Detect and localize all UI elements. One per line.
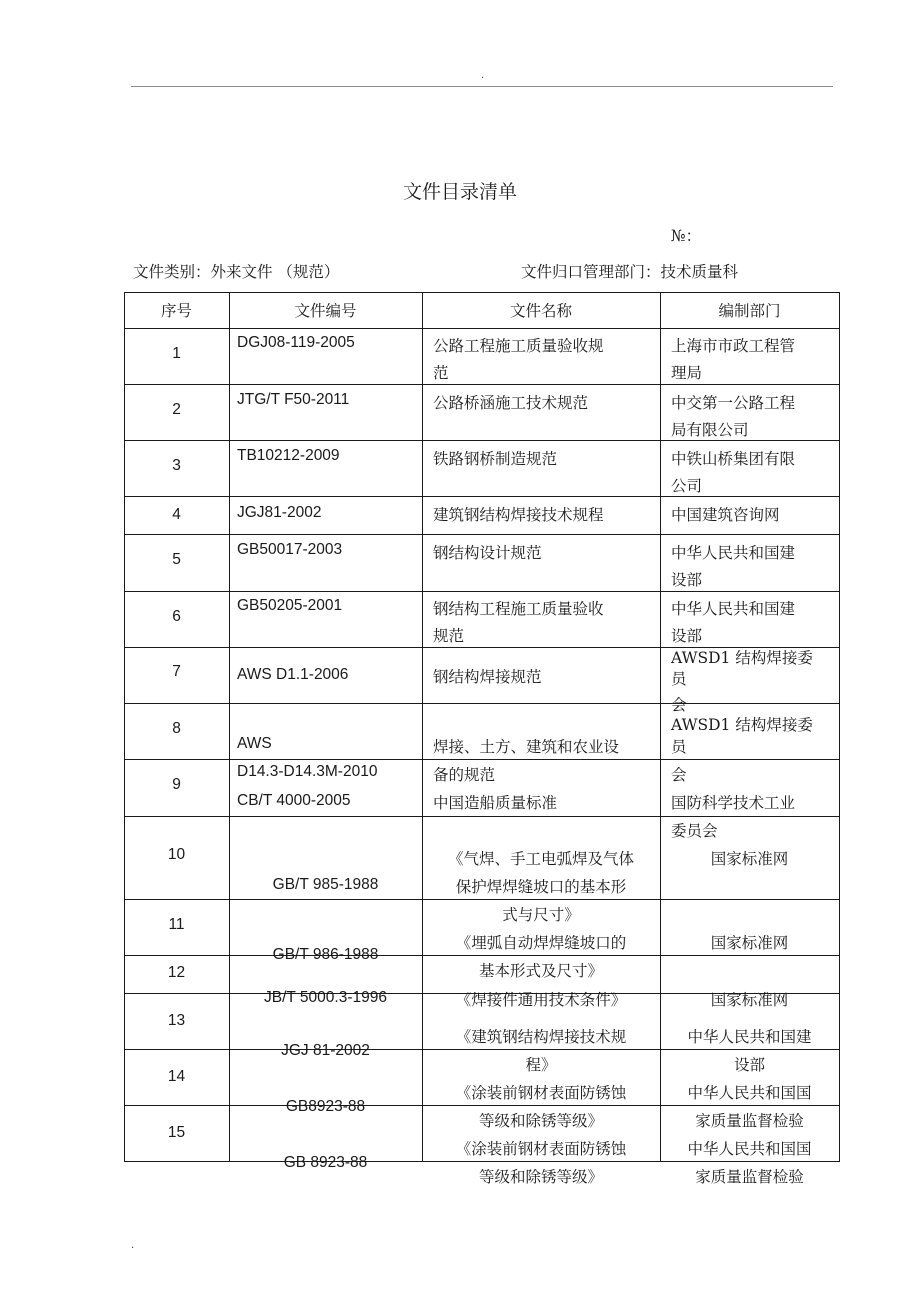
row-seq: 10 xyxy=(167,846,186,863)
header-dot: . xyxy=(481,70,485,81)
row-code: JGJ81-2002 xyxy=(237,504,322,521)
row-name: 程》 xyxy=(525,1056,557,1074)
row-seq: 3 xyxy=(172,457,181,474)
row-name: 《涂装前钢材表面防锈蚀 xyxy=(455,1084,627,1102)
row-dept: 理局 xyxy=(671,364,703,382)
row-name: 范 xyxy=(433,364,449,382)
row-name: 等级和除锈等级》 xyxy=(478,1168,603,1186)
row-code: TB10212-2009 xyxy=(237,447,340,464)
row-name: 公路桥涵施工技术规范 xyxy=(433,394,589,412)
row-seq: 12 xyxy=(167,964,186,981)
row-name: 中国造船质量标准 xyxy=(433,794,558,812)
row-name: 《涂装前钢材表面防锈蚀 xyxy=(455,1140,627,1158)
row-dept: 员 xyxy=(671,670,687,688)
row-code: JTG/T F50-2011 xyxy=(237,391,350,408)
row-dept: 委员会 xyxy=(671,822,718,840)
row-seq: 6 xyxy=(172,608,181,625)
row-code: JGJ 81-2002 xyxy=(281,1042,370,1059)
row-dept: 中铁山桥集团有限 xyxy=(671,450,796,468)
row-seq: 14 xyxy=(167,1068,186,1085)
row-name: 基本形式及尺寸》 xyxy=(478,962,603,980)
row-code: GB 8923-88 xyxy=(283,1154,368,1171)
page-title: 文件目录清单 xyxy=(402,181,517,203)
row-name: 钢结构设计规范 xyxy=(433,544,542,562)
row-code: GB50205-2001 xyxy=(237,597,343,614)
row-dept: 家质量监督检验 xyxy=(695,1112,804,1130)
row-dept: 家质量监督检验 xyxy=(695,1168,804,1186)
row-dept: 国防科学技术工业 xyxy=(671,794,796,812)
row-name: 建筑钢结构焊接技术规程 xyxy=(433,506,604,524)
row-dept: 中华人民共和国国 xyxy=(687,1084,812,1102)
doc-category: 文件类别：外来文件 （规范） xyxy=(133,263,340,281)
row-name: 《焊接件通用技术条件》 xyxy=(455,991,627,1009)
row-name: 铁路钢桥制造规范 xyxy=(433,450,558,468)
header-code: 文件编号 xyxy=(294,302,357,320)
header-dept: 编制部门 xyxy=(718,302,781,320)
row-dept: 中华人民共和国建 xyxy=(671,600,796,618)
row-seq: 2 xyxy=(172,401,181,418)
row-seq: 9 xyxy=(172,776,181,793)
header-seq: 序号 xyxy=(160,302,192,320)
row-code: D14.3-D14.3M-2010 xyxy=(237,763,378,780)
row-dept: 国家标准网 xyxy=(710,934,789,952)
row-seq: 11 xyxy=(168,916,185,933)
row-dept: 设部 xyxy=(733,1056,765,1074)
row-dept: 国家标准网 xyxy=(710,991,789,1009)
row-code: AWS xyxy=(237,735,272,752)
row-dept: 局有限公司 xyxy=(671,421,749,439)
row-name: 钢结构工程施工质量验收 xyxy=(433,600,604,618)
row-dept: 中交第一公路工程 xyxy=(671,394,796,412)
row-name: 规范 xyxy=(433,627,465,645)
row-name: 《建筑钢结构焊接技术规 xyxy=(455,1028,627,1046)
row-seq: 5 xyxy=(172,551,181,568)
row-name: 式与尺寸》 xyxy=(502,906,580,924)
row-name: 《埋弧自动焊焊缝坡口的 xyxy=(455,934,627,952)
row-seq: 15 xyxy=(167,1124,186,1141)
row-name: 《气焊、手工电弧焊及气体 xyxy=(447,850,634,868)
row-dept: 会 xyxy=(671,696,687,714)
row-name: 备的规范 xyxy=(433,766,496,784)
row-code: DGJ08-119-2005 xyxy=(237,334,355,351)
row-seq: 1 xyxy=(172,345,181,362)
row-dept: 设部 xyxy=(671,571,703,589)
row-dept: 中华人民共和国国 xyxy=(687,1140,812,1158)
row-dept: 设部 xyxy=(671,627,703,645)
row-code: GB/T 986-1988 xyxy=(272,946,379,963)
row-code: GB8923-88 xyxy=(285,1098,366,1115)
doc-department: 文件归口管理部门：技术质量科 xyxy=(521,263,739,281)
row-name: 焊接、土方、建筑和农业设 xyxy=(433,738,620,756)
row-seq: 13 xyxy=(167,1012,186,1029)
row-name: 保护焊焊缝坡口的基本形 xyxy=(455,878,627,896)
row-dept: 中国建筑咨询网 xyxy=(671,506,780,524)
row-name: 钢结构焊接规范 xyxy=(433,668,542,686)
row-code: JB/T 5000.3-1996 xyxy=(264,989,387,1006)
row-name: 等级和除锈等级》 xyxy=(478,1112,603,1130)
row-dept: 中华人民共和国建 xyxy=(687,1028,812,1046)
row-name: 公路工程施工质量验收规 xyxy=(433,337,604,355)
row-seq: 7 xyxy=(172,663,181,680)
row-dept: AWSD1 结构焊接委 xyxy=(671,649,813,667)
footer-dot: . xyxy=(131,1240,135,1251)
doc-number-label: №： xyxy=(671,227,702,245)
row-code: GB50017-2003 xyxy=(237,541,343,558)
header-name: 文件名称 xyxy=(509,302,572,320)
row-dept: AWSD1 结构焊接委 xyxy=(671,716,813,734)
row-seq: 4 xyxy=(172,506,181,523)
row-dept: 国家标准网 xyxy=(710,850,789,868)
row-dept: 员 xyxy=(671,738,687,756)
row-dept: 上海市市政工程管 xyxy=(671,337,796,355)
row-code: CB/T 4000-2005 xyxy=(237,792,351,809)
row-seq: 8 xyxy=(172,720,181,737)
row-dept: 公司 xyxy=(671,477,703,495)
row-code: AWS D1.1-2006 xyxy=(237,666,349,683)
row-dept: 中华人民共和国建 xyxy=(671,544,796,562)
row-code: GB/T 985-1988 xyxy=(272,876,379,893)
row-dept: 会 xyxy=(671,766,687,784)
